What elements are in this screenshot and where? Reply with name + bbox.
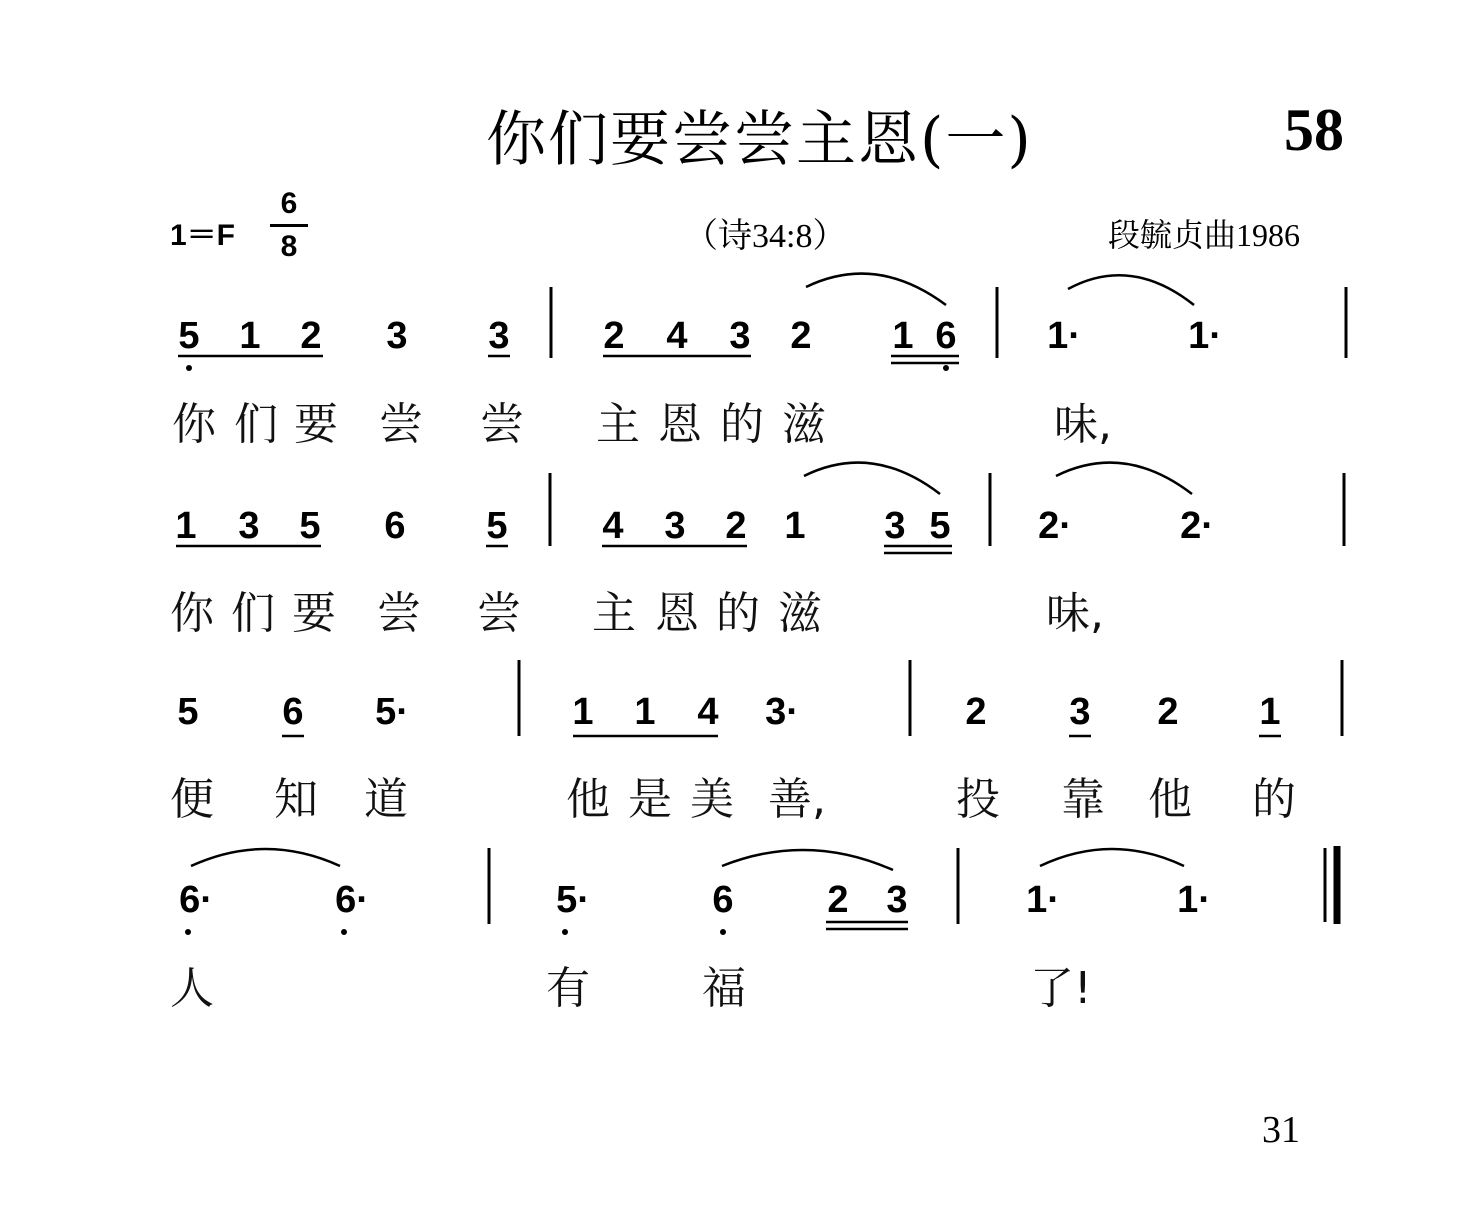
note: 1 <box>784 505 806 547</box>
note: 6 <box>384 505 406 547</box>
hymn-number: 58 <box>1284 97 1344 163</box>
note: 2 <box>300 315 322 357</box>
lower-octave-dot <box>562 929 568 935</box>
lyric-char: 福 <box>702 963 746 1014</box>
note: 1· <box>1047 315 1081 357</box>
note: 5 <box>486 505 508 547</box>
note: 1 <box>1259 691 1281 733</box>
lyric-char: 尝 <box>377 588 421 639</box>
note: 3 <box>664 505 686 547</box>
note: 2 <box>1157 691 1179 733</box>
note: 1 <box>892 315 914 357</box>
note: 6 <box>282 691 304 733</box>
note: 6 <box>935 315 957 357</box>
hymn-title: 你们要尝尝主恩(一) <box>486 105 1033 175</box>
lyric-char: 他 <box>566 774 610 825</box>
note: 4 <box>697 691 719 733</box>
lyric-char: 人 <box>170 963 214 1014</box>
lyric-char: 投 <box>956 774 1000 825</box>
lyric-char: 的 <box>720 399 764 450</box>
lyric-char: 知 <box>274 774 318 825</box>
lyric-char: 主 <box>596 399 640 450</box>
lyric-char: 要 <box>292 588 336 639</box>
note: 1· <box>1177 879 1211 921</box>
slur-tie <box>806 274 946 305</box>
note: 1 <box>572 691 594 733</box>
lyric-char: 你 <box>170 588 214 639</box>
note: 3 <box>729 315 751 357</box>
note: 2 <box>790 315 812 357</box>
note: 6· <box>335 879 369 921</box>
note: 1· <box>1188 315 1222 357</box>
slur-tie <box>804 463 940 494</box>
lyric-char: 主 <box>592 588 636 639</box>
note: 2 <box>603 315 625 357</box>
lyric-char: 恩 <box>658 399 702 450</box>
slur-tie <box>1068 275 1194 305</box>
lyric-char: 滋 <box>778 588 822 639</box>
lyric-char: 味, <box>1046 588 1104 639</box>
note: 5 <box>177 691 199 733</box>
lower-octave-dot <box>186 365 192 371</box>
lyric-char: 们 <box>234 399 278 450</box>
scripture-reference: （诗34:8） <box>684 218 847 255</box>
note: 3 <box>1069 691 1091 733</box>
slur-tie <box>722 850 893 870</box>
lyric-char: 美 <box>690 774 734 825</box>
lyric-char: 道 <box>364 774 408 825</box>
key-signature: 1＝F <box>170 219 236 252</box>
note: 3 <box>488 315 510 357</box>
lyric-char: 他 <box>1148 774 1192 825</box>
time-signature-bottom: 8 <box>280 230 298 263</box>
note: 2· <box>1038 505 1072 547</box>
lyric-char: 尝 <box>477 588 521 639</box>
lower-octave-dot <box>943 365 949 371</box>
lyric-char: 尝 <box>379 399 423 450</box>
lyric-char: 你 <box>172 399 216 450</box>
lyric-char: 有 <box>546 963 590 1014</box>
note: 1 <box>239 315 261 357</box>
note: 1 <box>634 691 656 733</box>
note: 4 <box>602 505 624 547</box>
note: 5· <box>556 879 590 921</box>
note: 1 <box>175 505 197 547</box>
lyric-char: 善, <box>768 774 826 825</box>
lyric-char: 是 <box>628 774 672 825</box>
lyric-char: 要 <box>294 399 338 450</box>
note: 6 <box>712 879 734 921</box>
note: 3· <box>765 691 799 733</box>
lyric-char: 的 <box>716 588 760 639</box>
lyric-char: 们 <box>231 588 275 639</box>
note: 3 <box>238 505 260 547</box>
lyric-char: 味, <box>1054 399 1112 450</box>
composer-credit: 段毓贞曲1986 <box>1108 217 1301 253</box>
note: 2 <box>725 505 747 547</box>
lyric-char: 尝 <box>480 399 524 450</box>
note: 2· <box>1180 505 1214 547</box>
note: 4 <box>666 315 688 357</box>
note: 5 <box>929 505 951 547</box>
slur-tie <box>1040 849 1184 866</box>
note: 5 <box>299 505 321 547</box>
note: 2 <box>827 879 849 921</box>
note: 3 <box>386 315 408 357</box>
lower-octave-dot <box>185 929 191 935</box>
note: 5 <box>178 315 200 357</box>
note: 5· <box>375 691 409 733</box>
note: 3 <box>886 879 908 921</box>
note: 2 <box>965 691 987 733</box>
lyric-char: 滋 <box>782 399 826 450</box>
lyric-char: 的 <box>1252 774 1296 825</box>
lyric-char: 恩 <box>655 588 699 639</box>
lyric-char: 便 <box>170 774 214 825</box>
time-signature-top: 6 <box>280 187 298 220</box>
lower-octave-dot <box>720 929 726 935</box>
slur-tie <box>1056 463 1192 494</box>
page-number: 31 <box>1262 1109 1300 1151</box>
lower-octave-dot <box>341 929 347 935</box>
slur-tie <box>191 849 340 866</box>
lyric-char: 靠 <box>1061 774 1105 825</box>
lyric-char: 了! <box>1030 963 1092 1014</box>
note: 1· <box>1026 879 1060 921</box>
note: 3 <box>884 505 906 547</box>
note: 6· <box>179 879 213 921</box>
